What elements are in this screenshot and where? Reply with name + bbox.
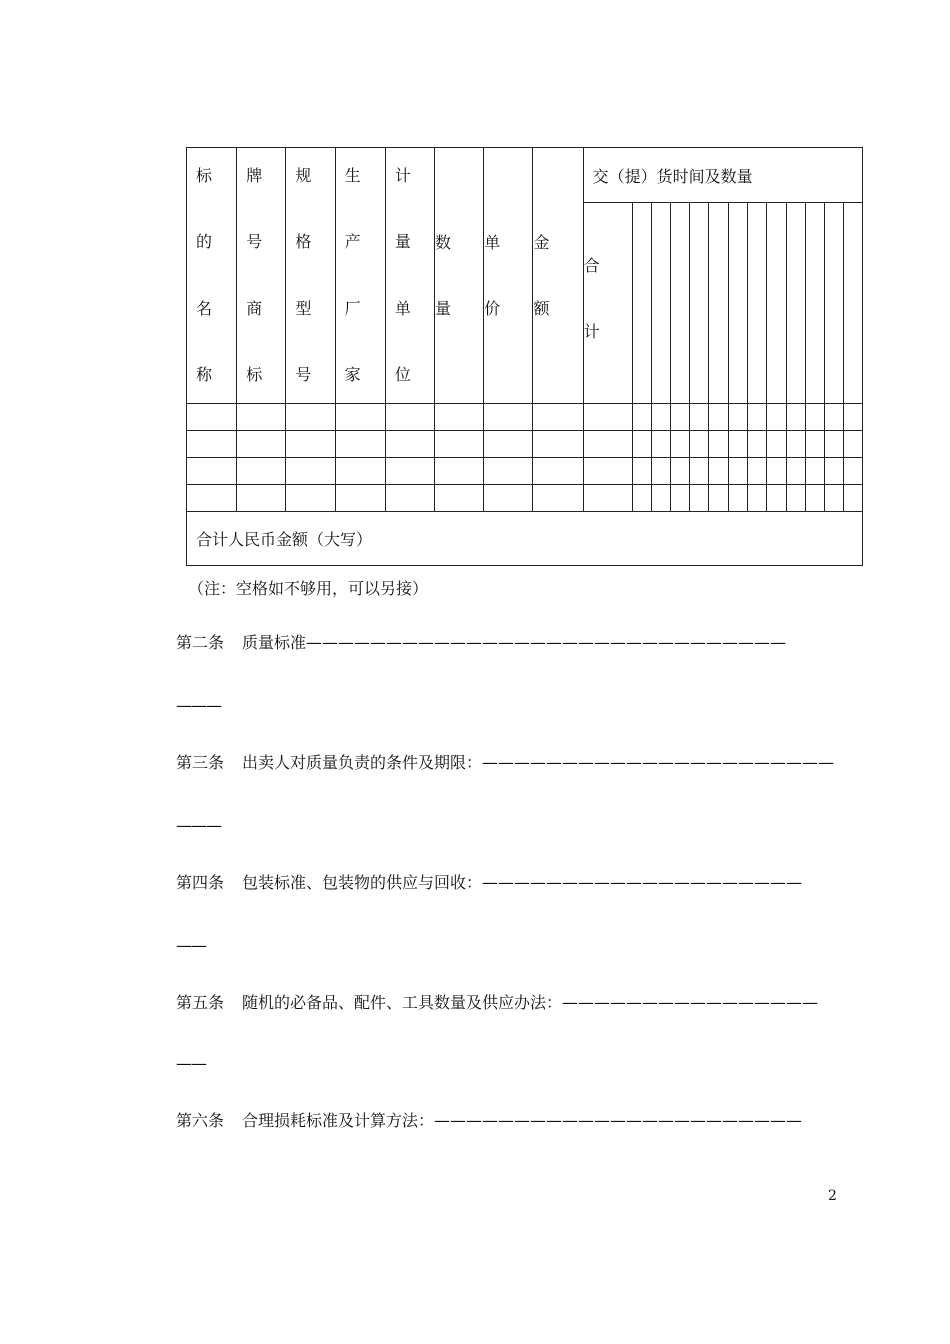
delivery-cell xyxy=(671,203,690,404)
article-3-continuation: ——— xyxy=(176,816,221,835)
delivery-cell xyxy=(748,203,767,404)
header-quantity: 数 量 xyxy=(435,148,484,404)
table-note: （注：空格如不够用，可以另接） xyxy=(188,579,429,598)
total-amount-row: 合计人民币金额（大写） xyxy=(187,512,863,566)
header-goods-name: 标 的 名 称 xyxy=(187,148,237,404)
page-number: 2 xyxy=(828,1188,837,1204)
table-row xyxy=(187,404,863,431)
article-5: 第五条 随机的必备品、配件、工具数量及供应办法：———————————————— xyxy=(176,993,819,1012)
article-2-continuation: ——— xyxy=(176,696,221,715)
header-total-col: 合 计 xyxy=(583,203,632,404)
delivery-cell xyxy=(632,203,651,404)
article-3: 第三条 出卖人对质量负责的条件及期限：—————————————————————— xyxy=(176,753,835,772)
header-spec: 规 格 型 号 xyxy=(286,148,335,404)
header-amount: 金 额 xyxy=(533,148,583,404)
delivery-cell xyxy=(805,203,824,404)
article-6: 第六条 合理损耗标准及计算方法：——————————————————————— xyxy=(176,1111,803,1130)
header-brand: 牌 号 商 标 xyxy=(237,148,286,404)
header-unit: 计 量 单 位 xyxy=(385,148,434,404)
header-delivery: 交（提）货时间及数量 xyxy=(583,148,862,203)
delivery-cell xyxy=(709,203,729,404)
header-manufacturer: 生 产 厂 家 xyxy=(335,148,385,404)
delivery-cell xyxy=(767,203,786,404)
delivery-cell xyxy=(651,203,670,404)
delivery-cell xyxy=(786,203,805,404)
article-2: 第二条 质量标准—————————————————————————————— xyxy=(176,633,787,652)
header-unit-price: 单 价 xyxy=(484,148,533,404)
delivery-cell xyxy=(824,203,843,404)
delivery-cell xyxy=(690,203,709,404)
article-4: 第四条 包装标准、包装物的供应与回收：———————————————————— xyxy=(176,873,803,892)
table-row xyxy=(187,458,863,485)
table-row xyxy=(187,431,863,458)
article-5-continuation: —— xyxy=(176,1054,206,1073)
delivery-cell xyxy=(729,203,748,404)
table-row xyxy=(187,485,863,512)
article-4-continuation: —— xyxy=(176,936,206,955)
goods-table xyxy=(186,147,863,566)
delivery-cell xyxy=(843,203,862,404)
